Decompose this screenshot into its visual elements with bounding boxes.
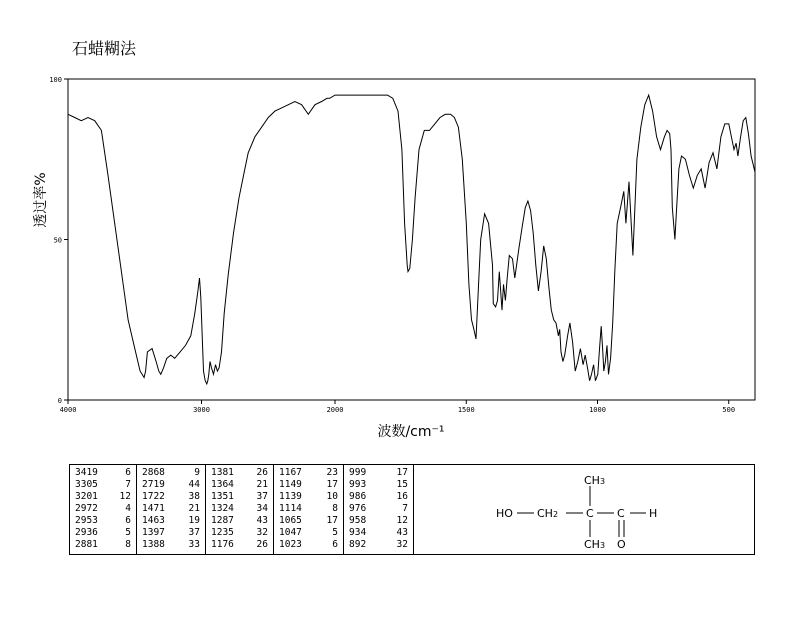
peak-row (206, 527, 273, 539)
peak-wavenumber: 3419 (75, 467, 98, 478)
peak-row (344, 479, 413, 491)
peak-column (206, 465, 274, 554)
peak-wavenumber: 1381 (211, 467, 234, 478)
peak-row (70, 479, 136, 491)
peak-row (344, 515, 413, 527)
peak-column (137, 465, 206, 554)
x-tick-label: 1500 (457, 406, 475, 414)
peak-transmittance: 9 (194, 467, 200, 478)
top-methyl-subscript: 3 (599, 477, 606, 486)
bottom-methyl-subscript: 3 (599, 541, 606, 550)
peak-wavenumber: 1047 (279, 527, 302, 538)
peak-row (206, 479, 273, 491)
peak-wavenumber: 1149 (279, 479, 302, 490)
peak-wavenumber: 1722 (142, 491, 165, 502)
peak-wavenumber: 1397 (142, 527, 165, 538)
peak-row (344, 491, 413, 503)
ch2-ch: CH (537, 507, 553, 520)
peak-transmittance: 23 (326, 467, 338, 478)
peak-row (274, 479, 343, 491)
peak-row (70, 467, 136, 479)
peak-row (137, 467, 205, 479)
peak-transmittance: 34 (256, 503, 268, 514)
peak-wavenumber: 1471 (142, 503, 165, 514)
peak-wavenumber: 2868 (142, 467, 165, 478)
x-tick-label: 1000 (589, 406, 606, 414)
y-axis (49, 76, 68, 405)
peak-wavenumber: 993 (349, 479, 367, 490)
peak-transmittance: 19 (188, 515, 200, 526)
peak-transmittance: 17 (326, 479, 338, 490)
peak-wavenumber: 1139 (279, 491, 302, 502)
y-axis-label: 透过率% (33, 172, 49, 228)
peak-transmittance: 38 (188, 491, 200, 502)
bottom-methyl-ch: CH (584, 538, 600, 551)
peak-row (274, 503, 343, 515)
peak-wavenumber: 3305 (75, 479, 98, 490)
x-axis (60, 400, 736, 414)
x-axis-label: 波数/cm⁻¹ (377, 424, 445, 440)
peak-transmittance: 43 (256, 515, 268, 526)
peak-wavenumber: 2719 (142, 479, 165, 490)
peak-transmittance: 8 (332, 503, 338, 514)
peak-row (206, 539, 273, 551)
peak-row (70, 539, 136, 551)
peak-row (344, 527, 413, 539)
x-tick-label: 3000 (193, 406, 210, 414)
y-tick-label: 50 (53, 236, 62, 245)
aldehyde-carbon: C (617, 507, 625, 520)
peak-wavenumber: 3201 (75, 491, 98, 502)
ch2-group (537, 508, 558, 520)
peak-transmittance: 5 (125, 527, 131, 538)
peak-column (274, 465, 344, 554)
peak-wavenumber: 1114 (279, 503, 302, 514)
peak-row (274, 539, 343, 551)
peak-wavenumber: 958 (349, 515, 367, 526)
peak-wavenumber: 2953 (75, 515, 98, 526)
peak-column (344, 465, 414, 554)
carbonyl-oxygen: O (617, 538, 626, 551)
peak-transmittance: 4 (125, 503, 131, 514)
peak-wavenumber: 2972 (75, 503, 98, 514)
bottom-methyl (584, 539, 605, 551)
peak-row (206, 467, 273, 479)
peak-wavenumber: 1176 (211, 539, 234, 550)
peak-transmittance: 17 (396, 467, 408, 478)
peak-transmittance: 10 (326, 491, 338, 502)
peak-wavenumber: 1351 (211, 491, 234, 502)
peak-row (274, 467, 343, 479)
peak-wavenumber: 1463 (142, 515, 165, 526)
peak-transmittance: 26 (256, 467, 268, 478)
peak-row (206, 503, 273, 515)
peak-row (137, 491, 205, 503)
peak-row (274, 527, 343, 539)
peak-transmittance: 37 (188, 527, 200, 538)
peak-wavenumber: 2936 (75, 527, 98, 538)
peak-transmittance: 16 (396, 491, 408, 502)
peak-transmittance: 21 (188, 503, 200, 514)
plot-frame (68, 79, 755, 400)
peak-row (137, 539, 205, 551)
peak-transmittance: 7 (125, 479, 131, 490)
peak-wavenumber: 1235 (211, 527, 234, 538)
peak-row (70, 515, 136, 527)
peak-transmittance: 6 (125, 515, 131, 526)
page-title: 石蜡糊法 (72, 39, 137, 58)
peak-wavenumber: 1065 (279, 515, 302, 526)
peak-table (69, 464, 755, 555)
peak-row (344, 467, 413, 479)
peak-row (137, 479, 205, 491)
peak-transmittance: 12 (396, 515, 408, 526)
peak-transmittance: 6 (125, 467, 131, 478)
peak-wavenumber: 1167 (279, 467, 302, 478)
peak-row (137, 527, 205, 539)
y-tick-label: 100 (49, 76, 62, 84)
peak-row (70, 503, 136, 515)
peak-transmittance: 5 (332, 527, 338, 538)
peak-row (344, 503, 413, 515)
peak-wavenumber: 1287 (211, 515, 234, 526)
peak-row (274, 515, 343, 527)
x-tick-label: 4000 (59, 406, 77, 414)
peak-wavenumber: 2881 (75, 539, 98, 550)
peak-wavenumber: 892 (349, 539, 367, 550)
peak-row (344, 539, 413, 551)
peak-wavenumber: 1324 (211, 503, 234, 514)
peak-transmittance: 15 (396, 479, 408, 490)
peak-transmittance: 12 (119, 491, 131, 502)
peak-row (206, 491, 273, 503)
peak-wavenumber: 999 (349, 467, 367, 478)
peak-transmittance: 37 (256, 491, 268, 502)
peak-row (70, 491, 136, 503)
peak-wavenumber: 986 (349, 491, 367, 502)
peak-transmittance: 8 (125, 539, 131, 550)
peak-transmittance: 26 (256, 539, 268, 550)
peak-row (137, 503, 205, 515)
peak-transmittance: 6 (332, 539, 338, 550)
peak-transmittance: 17 (326, 515, 338, 526)
peak-wavenumber: 1388 (142, 539, 165, 550)
peak-wavenumber: 1364 (211, 479, 234, 490)
structure-diagram (414, 465, 755, 554)
x-tick-label: 500 (722, 406, 736, 414)
y-tick-label: 0 (57, 397, 62, 405)
aldehyde-hydrogen: H (649, 507, 658, 520)
peak-transmittance: 33 (188, 539, 200, 550)
peak-row (274, 491, 343, 503)
top-methyl (584, 475, 605, 487)
ch2-subscript: 2 (552, 510, 559, 519)
peak-transmittance: 7 (402, 503, 408, 514)
top-methyl-ch: CH (584, 474, 600, 487)
peak-wavenumber: 934 (349, 527, 367, 538)
peak-row (206, 515, 273, 527)
peak-transmittance: 44 (188, 479, 200, 490)
peak-row (70, 527, 136, 539)
quaternary-carbon: C (586, 507, 594, 520)
peak-transmittance: 43 (396, 527, 408, 538)
transmittance-series-line (68, 95, 755, 384)
peak-transmittance: 32 (396, 539, 408, 550)
ho-group: HO (496, 507, 513, 520)
peak-column (70, 465, 137, 554)
peak-row (137, 515, 205, 527)
peak-transmittance: 21 (256, 479, 268, 490)
x-tick-label: 2000 (326, 406, 344, 414)
peak-wavenumber: 1023 (279, 539, 302, 550)
peak-transmittance: 32 (256, 527, 268, 538)
peak-wavenumber: 976 (349, 503, 367, 514)
